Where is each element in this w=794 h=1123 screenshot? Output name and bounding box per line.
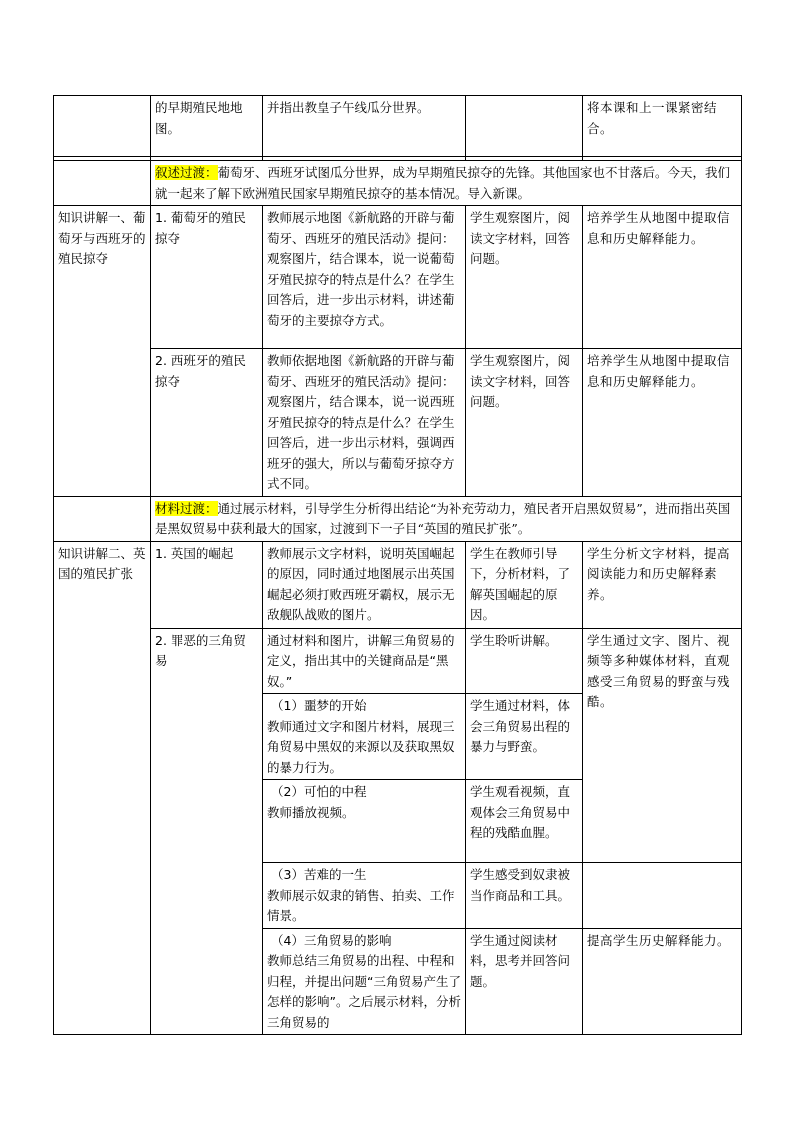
teacher-activity-cell [263, 780, 466, 863]
design-intent-cell: 提高学生历史解释能力。 [583, 928, 742, 1035]
section-title-cell: 知识讲解二、英国的殖民扩张 [54, 541, 151, 1035]
table-row [54, 96, 742, 157]
subsection-heading: （4）三角贸易的影响 [271, 932, 392, 948]
design-intent-cell: 将本课和上一课紧密结合。 [583, 96, 742, 157]
teacher-activity-cell: 通过材料和图片，讲解三角贸易的定义，指出其中的关键商品是“黑奴。” [263, 628, 466, 694]
content-cell: 1. 葡萄牙的殖民掠夺 [151, 206, 263, 349]
table-row [54, 496, 742, 541]
table-row [54, 161, 742, 206]
transition-label: 叙述过渡： [155, 165, 218, 180]
transition-text: 葡萄牙、西班牙试图瓜分世界，成为早期殖民掠夺的先锋。其他国家也不甘落后。今天，我们就一起来了解下欧洲殖民国家早期殖民掠夺的基本情况。导入新课。 [155, 165, 731, 201]
student-activity-cell: 学生观察图片，阅读文字材料，回答问题。 [466, 206, 583, 349]
subsection-heading: （1）噩梦的开始 [271, 698, 367, 713]
teacher-activity-cell: 并指出教皇子午线瓜分世界。 [263, 96, 466, 157]
transition-label: 材料过渡： [155, 500, 218, 516]
content-cell: 2. 罪恶的三角贸易 [151, 628, 263, 1035]
teacher-activity-cell [263, 863, 466, 929]
teacher-activity-cell [263, 694, 466, 780]
student-activity-cell: 学生聆听讲解。 [466, 628, 583, 694]
subsection-body: 教师播放视频。 [267, 804, 355, 820]
design-intent-cell: 培养学生从地图中提取信息和历史解释能力。 [583, 349, 742, 497]
student-activity-cell: 学生通过材料，体会三角贸易出程的暴力与野蛮。 [466, 694, 583, 780]
stage-cell [54, 496, 151, 541]
teacher-activity-cell: 教师依据地图《新航路的开辟与葡萄牙、西班牙的殖民活动》提问：观察图片，结合课本，说一说西班牙殖民掠夺的特点是什么？在学生回答后，进一步出示材料，强调西班牙的强大，所以与葡萄牙掠夺方式不同。 [263, 349, 466, 497]
subsection-heading: （2）可怕的中程 [271, 784, 367, 799]
stage-cell [54, 161, 151, 206]
subsection-body: 教师展示奴隶的销售、拍卖、工作情景。 [267, 887, 455, 923]
teacher-activity-cell: 教师展示地图《新航路的开辟与葡萄牙、西班牙的殖民活动》提问：观察图片，结合课本，说一说葡萄牙殖民掠夺的特点是什么？在学生回答后，进一步出示材料，讲述葡萄牙的主要掠夺方式。 [263, 206, 466, 349]
teacher-activity-cell: 教师展示文字材料，说明英国崛起的原因，同时通过地图展示出英国崛起必须打败西班牙霸权，展示无敌舰队战败的图片。 [263, 541, 466, 628]
design-intent-cell [583, 863, 742, 929]
table-row [54, 206, 742, 349]
content-cell: 1. 英国的崛起 [151, 541, 263, 628]
table-row [54, 349, 742, 497]
student-activity-cell: 学生通过阅读材料，思考并回答问题。 [466, 928, 583, 1035]
section-title-cell: 知识讲解一、葡萄牙与西班牙的殖民掠夺 [54, 206, 151, 497]
content-cell: 的早期殖民地地图。 [151, 96, 263, 157]
lesson-plan-table [53, 95, 742, 1035]
subsection-heading: （3）苦难的一生 [271, 867, 367, 882]
student-activity-cell [466, 96, 583, 157]
transition-cell [151, 496, 742, 541]
transition-text: 通过展示材料，引导学生分析得出结论“为补充劳动力，殖民者开启黑奴贸易”，进而指出英国是黑奴贸易中获利最大的国家，过渡到下一子目“英国的殖民扩张”。 [155, 500, 731, 536]
content-cell: 2. 西班牙的殖民掠夺 [151, 349, 263, 497]
student-activity-cell: 学生观察图片，阅读文字材料，回答问题。 [466, 349, 583, 497]
subsection-body: 教师总结三角贸易的出程、中程和归程，并提出问题“三角贸易产生了怎样的影响”。之后展示材料，分析三角贸易的 [267, 953, 461, 1030]
transition-cell [151, 161, 742, 206]
subsection-body: 教师通过文字和图片材料，展现三角贸易中黑奴的来源以及获取黑奴的暴力行为。 [267, 718, 455, 775]
stage-cell [54, 96, 151, 157]
student-activity-cell: 学生感受到奴隶被当作商品和工具。 [466, 863, 583, 929]
design-intent-cell: 培养学生从地图中提取信息和历史解释能力。 [583, 206, 742, 349]
teacher-activity-cell [263, 928, 466, 1035]
table-row [54, 541, 742, 628]
student-activity-cell: 学生观看视频，直观体会三角贸易中程的残酷血腥。 [466, 780, 583, 863]
design-intent-cell: 学生通过文字、图片、视频等多种媒体材料，直观感受三角贸易的野蛮与残酷。 [583, 628, 742, 863]
table-row [54, 628, 742, 694]
student-activity-cell: 学生在教师引导下，分析材料，了解英国崛起的原因。 [466, 541, 583, 628]
design-intent-cell: 学生分析文字材料，提高阅读能力和历史解释素养。 [583, 541, 742, 628]
